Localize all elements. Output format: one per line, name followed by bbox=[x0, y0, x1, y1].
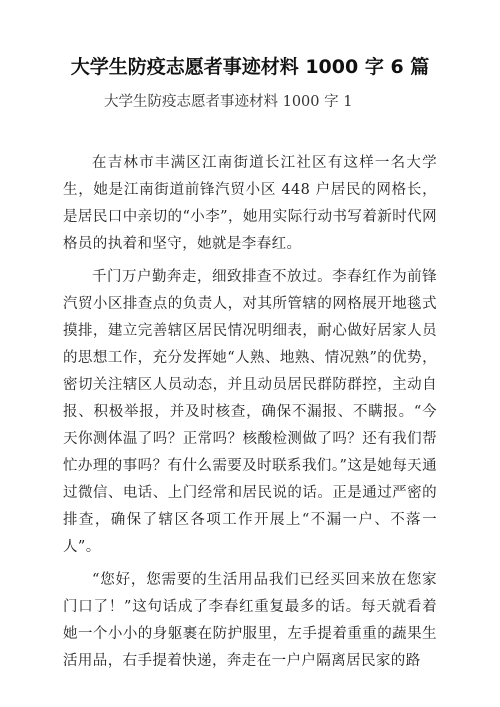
document-title: 大学生防疫志愿者事迹材料 1000 字 6 篇 bbox=[70, 56, 430, 78]
document-body bbox=[63, 150, 437, 681]
paragraph-2: 千门万户勤奔走，细致排查不放过。李春红作为前锋汽贸小区排查点的负责人，对其所管辖的网格展开地毯式摸排，建立完善辖区居民情况明细表，耐心做好居家人员的思想工作，充分发挥她“人熟、地熟、情况熟”的优势，密切关注辖区人员动态，并且动员居民群防群控，主动自报、积极举报，并及时核查，确保不漏报、不瞒报。“今天你测体温了吗？正常吗？核酸检测做了吗？还有我们帮忙办理的事吗？有什么需要及时联系我们。”这是她每天通过微信、电话、上门经常和居民说的话。正是通过严密的排查，确保了辖区各项工作开展上“不漏一户、不落一人”。 bbox=[63, 269, 437, 555]
paragraph-3: “您好，您需要的生活用品我们已经买回来放在您家门口了！”这句话成了李春红重复最多的话。每天就看着她一个小小的身躯裹在防护服里，左手提着重重的蔬果生活用品，右手提着快递，奔走在一户户隔离居民家的路 bbox=[63, 572, 437, 669]
document-subtitle: 大学生防疫志愿者事迹材料 1000 字 1 bbox=[104, 94, 353, 110]
paragraph-1: 在吉林市丰满区江南街道长江社区有这样一名大学生，她是江南街道前锋汽贸小区 448 户居民的网格长，是居民口中亲切的“小李”，她用实际行动书写着新时代网格员的执着和坚守，她就是李春红。 bbox=[63, 155, 437, 252]
